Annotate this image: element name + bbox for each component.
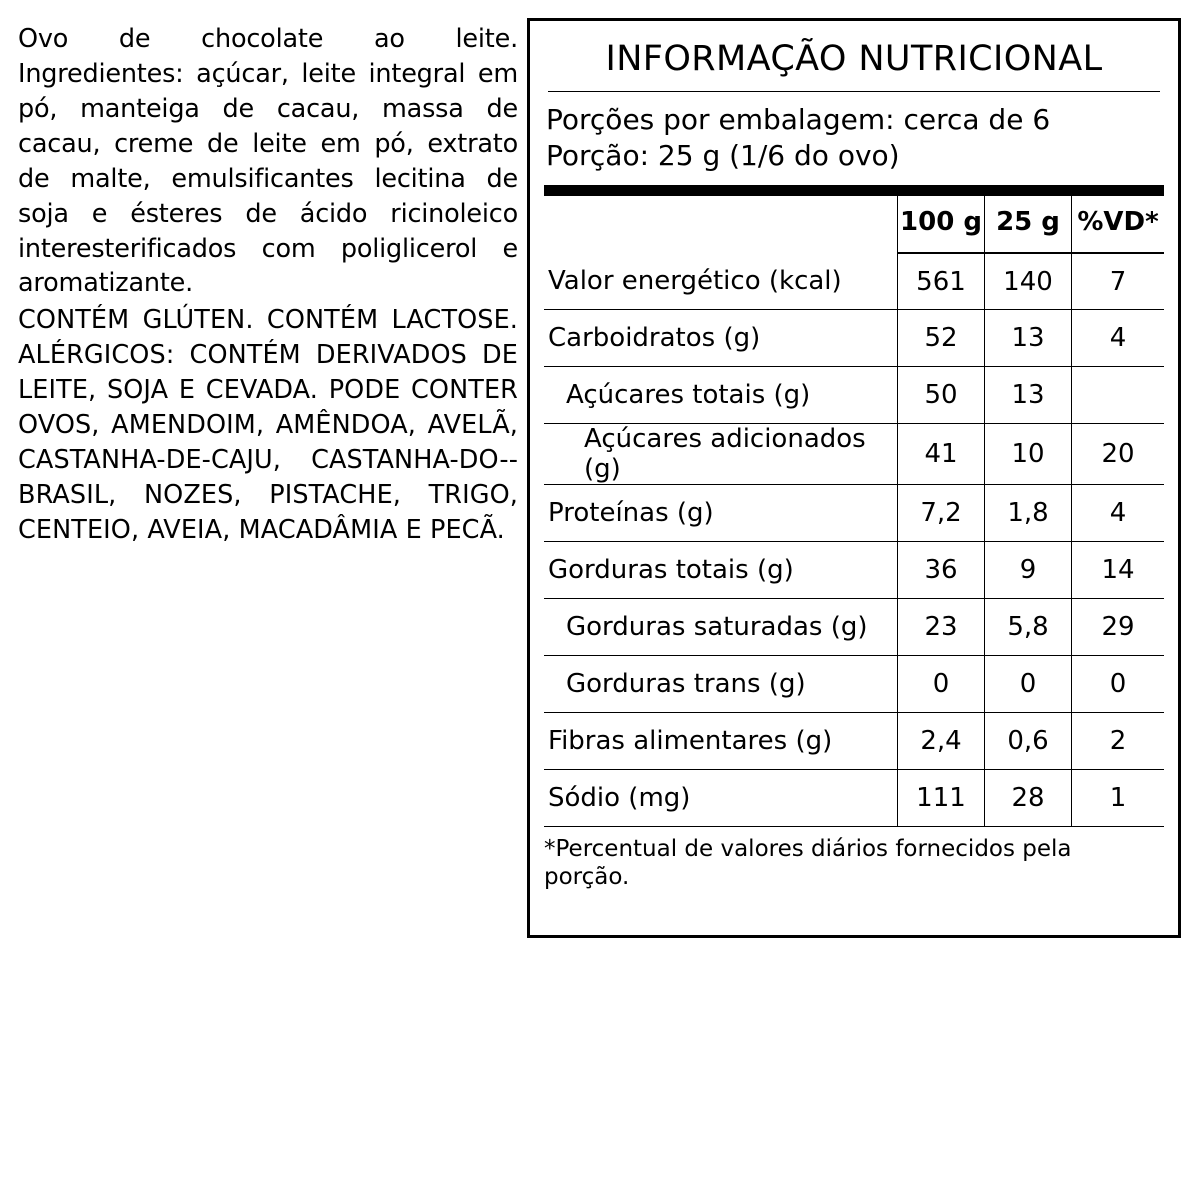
row-per-portion: 13 — [985, 367, 1072, 424]
table-row — [544, 253, 1164, 310]
table-row — [544, 599, 1164, 656]
ingredients-section — [18, 22, 518, 548]
table-row — [544, 485, 1164, 542]
row-per-100g: 23 — [898, 599, 985, 656]
row-per-portion: 5,8 — [985, 599, 1072, 656]
table-row — [544, 310, 1164, 367]
row-vd: 4 — [1072, 485, 1165, 542]
row-per-100g: 0 — [898, 656, 985, 713]
row-per-portion: 1,8 — [985, 485, 1072, 542]
row-vd: 1 — [1072, 770, 1165, 827]
row-vd: 2 — [1072, 713, 1165, 770]
row-label: Valor energético (kcal) — [544, 253, 898, 310]
nutrition-table-header — [544, 196, 1164, 253]
header-vd-percent: %VD* — [1072, 196, 1165, 253]
table-row — [544, 770, 1164, 827]
table-row — [544, 713, 1164, 770]
row-per-portion: 9 — [985, 542, 1072, 599]
vd-footnote: *Percentual de valores diários fornecidos pela porção. — [544, 836, 1072, 890]
row-label: Carboidratos (g) — [544, 310, 898, 367]
row-per-100g: 50 — [898, 367, 985, 424]
row-label: Açúcares totais (g) — [544, 367, 898, 424]
nutrition-title: INFORMAÇÃO NUTRICIONAL — [548, 21, 1160, 92]
row-per-100g: 36 — [898, 542, 985, 599]
row-per-portion: 140 — [985, 253, 1072, 310]
row-vd: 20 — [1072, 424, 1165, 485]
row-per-100g: 41 — [898, 424, 985, 485]
row-label: Gorduras trans (g) — [544, 656, 898, 713]
row-vd: 14 — [1072, 542, 1165, 599]
row-label: Proteínas (g) — [544, 485, 898, 542]
table-row — [544, 656, 1164, 713]
row-per-portion: 10 — [985, 424, 1072, 485]
row-label: Gorduras saturadas (g) — [544, 599, 898, 656]
row-per-100g: 7,2 — [898, 485, 985, 542]
row-per-portion: 0,6 — [985, 713, 1072, 770]
row-vd: 0 — [1072, 656, 1165, 713]
header-per-100g: 100 g — [898, 196, 985, 253]
row-vd — [1072, 367, 1165, 424]
serving-size: Porção: 25 g (1/6 do ovo) — [546, 139, 900, 173]
row-vd: 4 — [1072, 310, 1165, 367]
allergen-warning-text: CONTÉM GLÚTEN. CONTÉM LACTOSE. ALÉRGICOS: CONTÉM DERIVADOS DE LEITE, SOJA E CEVADA. PODE CONTER OVOS, AMENDOIM, AMÊNDOA, AVELÃ, CASTANHA-DE-CAJU, CASTANHA-DO--BRASIL, NOZES, PISTACHE, TRIGO, CENTEIO, AVEIA, MACADÂMIA E PECÃ. — [18, 305, 518, 545]
row-per-portion: 13 — [985, 310, 1072, 367]
row-per-portion: 28 — [985, 770, 1072, 827]
row-label: Sódio (mg) — [544, 770, 898, 827]
row-label: Açúcares adicionados (g) — [544, 424, 898, 485]
ingredients-text: Ovo de chocolate ao leite. Ingredientes: açúcar, leite integral em pó, manteiga de cacau, massa de cacau, creme de leite em pó, extrato de malte, emulsificantes lecitina de soja e ésteres de ácido ricinoleico interesterificados com poliglicerol e aromatizante. — [18, 24, 518, 299]
row-vd: 7 — [1072, 253, 1165, 310]
header-nutrient — [544, 196, 898, 253]
table-row — [544, 424, 1164, 485]
row-vd: 29 — [1072, 599, 1165, 656]
row-per-100g: 111 — [898, 770, 985, 827]
nutrition-facts-box — [527, 18, 1181, 938]
header-per-portion: 25 g — [985, 196, 1072, 253]
row-per-100g: 2,4 — [898, 713, 985, 770]
serving-info — [544, 92, 1164, 196]
row-label: Fibras alimentares (g) — [544, 713, 898, 770]
table-row — [544, 542, 1164, 599]
servings-per-package: Porções por embalagem: cerca de 6 — [546, 103, 1051, 136]
row-per-100g: 52 — [898, 310, 985, 367]
row-label: Gorduras totais (g) — [544, 542, 898, 599]
nutrition-table — [544, 196, 1164, 828]
row-per-portion: 0 — [985, 656, 1072, 713]
nutrition-table-body — [544, 253, 1164, 827]
table-row — [544, 367, 1164, 424]
row-per-100g: 561 — [898, 253, 985, 310]
